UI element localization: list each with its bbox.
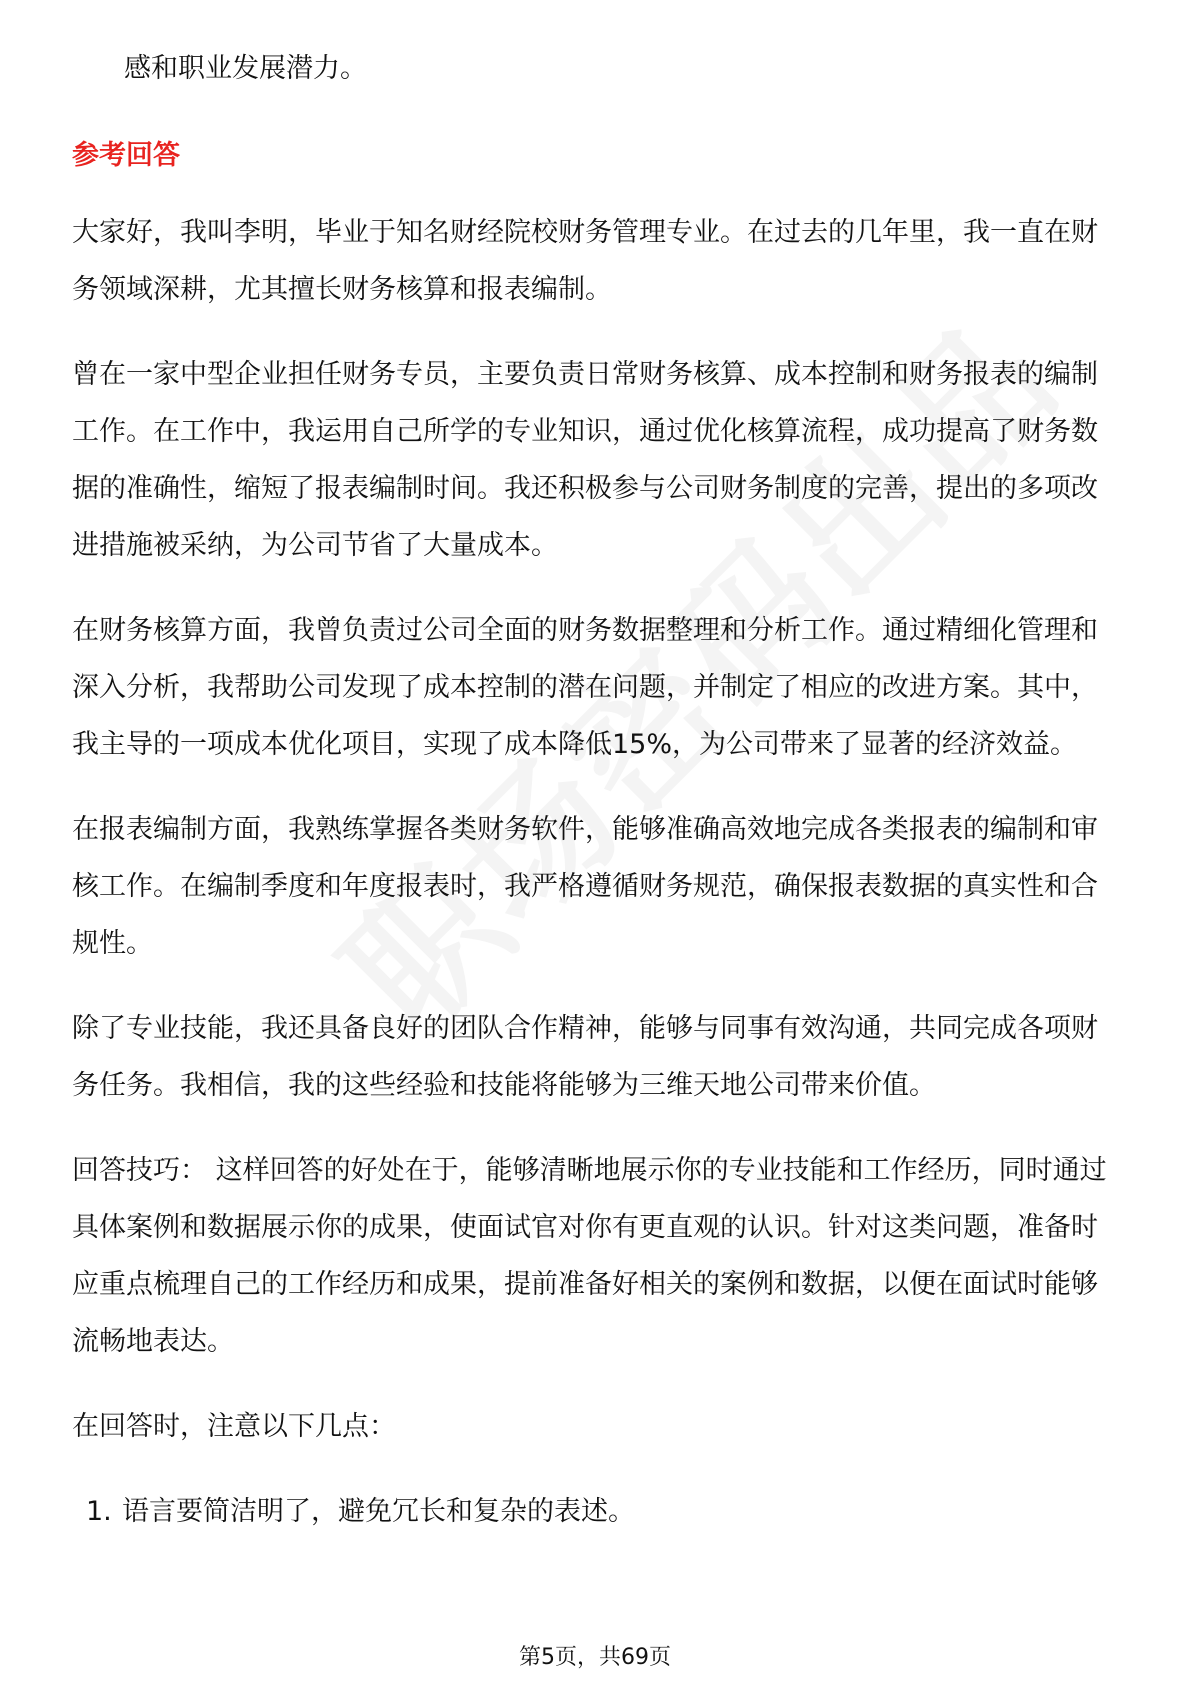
document-body	[72, 40, 1118, 1540]
page-footer: 第5页，共69页	[519, 1645, 671, 1670]
paragraph-notes-intro: 在回答时，注意以下几点：	[72, 1411, 396, 1442]
paragraph-tips: 回答技巧： 这样回答的好处在于，能够清晰地展示你的专业技能和工作经历，同时通过具体案例和数据展示你的成果，使面试官对你有更直观的认识。针对这类问题，准备时应重点梳理自己的工作经历和成果，提前准备好相关的案例和数据，以便在面试时能够流畅地表达。	[72, 1155, 1107, 1357]
notes-list	[72, 1483, 1118, 1540]
intro-tail-text: 感和职业发展潜力。	[124, 53, 367, 84]
paragraph-experience: 曾在一家中型企业担任财务专员，主要负责日常财务核算、成本控制和财务报表的编制工作。在工作中，我运用自己所学的专业知识，通过优化核算流程，成功提高了财务数据的准确性，缩短了报表编制时间。我还积极参与公司财务制度的完善，提出的多项改进措施被采纳，为公司节省了大量成本。	[72, 359, 1098, 561]
paragraph-reporting: 在报表编制方面，我熟练掌握各类财务软件，能够准确高效地完成各类报表的编制和审核工作。在编制季度和年度报表时，我严格遵循财务规范，确保报表数据的真实性和合规性。	[72, 814, 1098, 959]
list-item-text: 语言要简洁明了，避免冗长和复杂的表述。	[122, 1496, 635, 1527]
list-item	[72, 1483, 1118, 1540]
paragraph-accounting: 在财务核算方面，我曾负责过公司全面的财务数据整理和分析工作。通过精细化管理和深入分析，我帮助公司发现了成本控制的潜在问题，并制定了相应的改进方案。其中，我主导的一项成本优化项目，实现了成本降低15%，为公司带来了显著的经济效益。	[72, 615, 1098, 760]
list-item-number: 1.	[86, 1496, 112, 1527]
paragraph-intro: 大家好，我叫李明，毕业于知名财经院校财务管理专业。在过去的几年里，我一直在财务领域深耕，尤其擅长财务核算和报表编制。	[72, 217, 1098, 305]
paragraph-teamwork: 除了专业技能，我还具备良好的团队合作精神，能够与同事有效沟通，共同完成各项财务任务。我相信，我的这些经验和技能将能够为三维天地公司带来价值。	[72, 1013, 1098, 1101]
section-heading: 参考回答	[72, 140, 180, 171]
